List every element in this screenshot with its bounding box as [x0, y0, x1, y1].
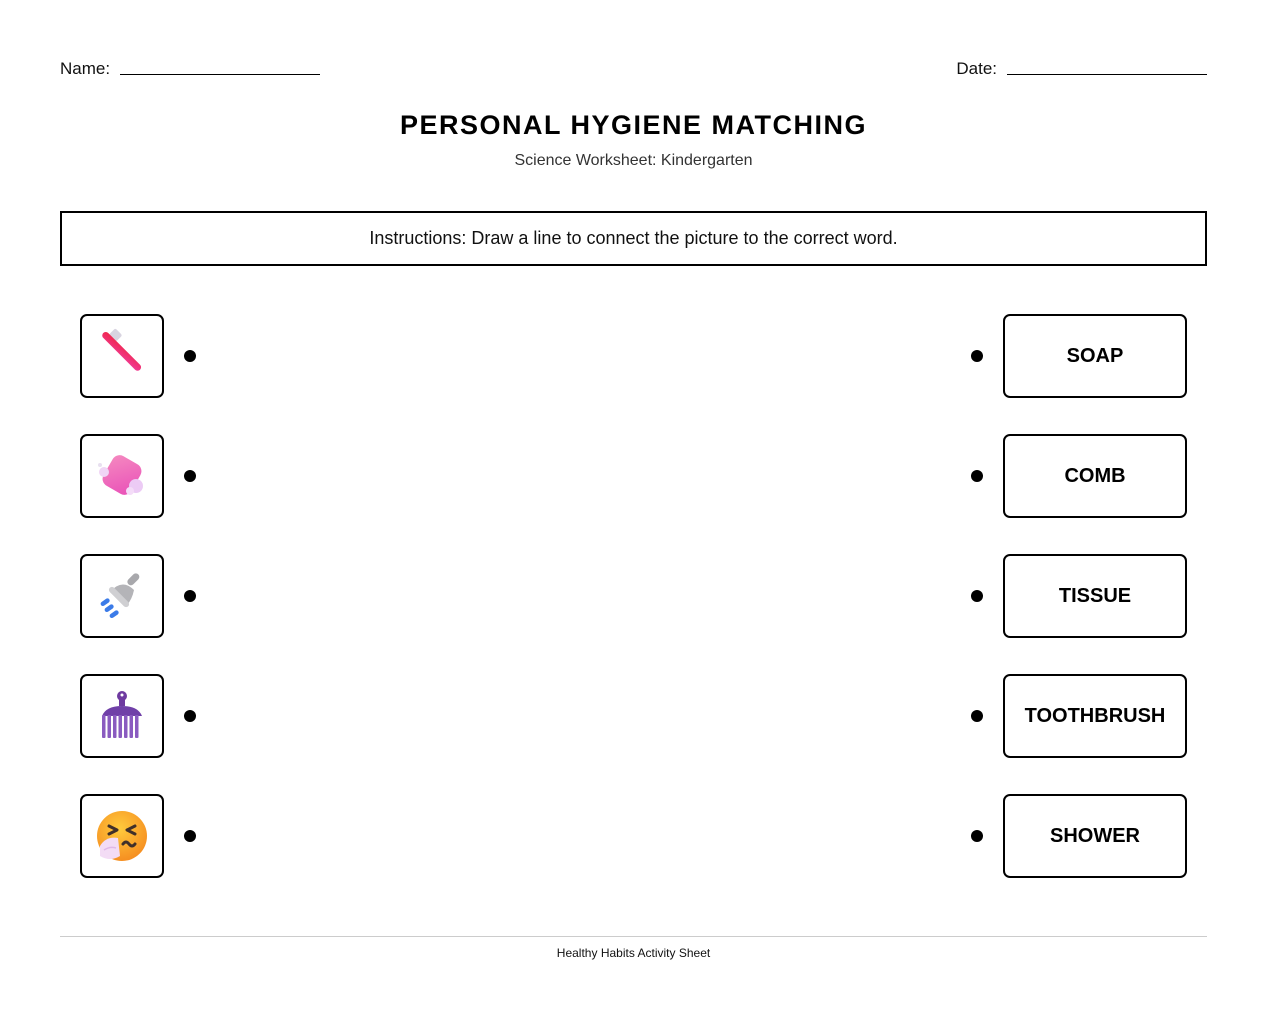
footer-text: Healthy Habits Activity Sheet — [556, 946, 711, 960]
word-label: COMB — [1064, 464, 1126, 487]
footer-divider — [60, 936, 1207, 937]
date-field — [956, 58, 1207, 80]
word-label: TOOTHBRUSH — [1024, 704, 1166, 727]
right-connection-dot[interactable] — [971, 350, 983, 362]
soap-icon — [92, 446, 152, 506]
left-connection-dot[interactable] — [184, 710, 196, 722]
word-box — [1003, 434, 1187, 518]
left-connection-dot[interactable] — [184, 350, 196, 362]
picture-box — [80, 554, 164, 638]
toothbrush-icon — [92, 326, 152, 386]
picture-box — [80, 434, 164, 518]
match-row — [0, 674, 1267, 758]
comb-icon — [92, 686, 152, 746]
match-row — [0, 314, 1267, 398]
word-box — [1003, 674, 1187, 758]
picture-box — [80, 314, 164, 398]
name-field — [60, 58, 320, 80]
match-row — [0, 434, 1267, 518]
left-connection-dot[interactable] — [184, 830, 196, 842]
instructions-box — [60, 211, 1207, 266]
date-label: Date: — [956, 59, 997, 78]
right-connection-dot[interactable] — [971, 710, 983, 722]
right-connection-dot[interactable] — [971, 470, 983, 482]
page-subtitle: Science Worksheet: Kindergarten — [514, 152, 753, 169]
left-connection-dot[interactable] — [184, 470, 196, 482]
word-label: SOAP — [1066, 344, 1124, 367]
word-label: TISSUE — [1058, 584, 1132, 607]
word-box — [1003, 794, 1187, 878]
match-row — [0, 794, 1267, 878]
shower-icon — [92, 566, 152, 626]
picture-box — [80, 674, 164, 758]
word-label: SHOWER — [1050, 824, 1140, 847]
left-connection-dot[interactable] — [184, 590, 196, 602]
date-line[interactable] — [1007, 74, 1207, 75]
page-title: PERSONAL HYGIENE MATCHING — [399, 110, 868, 140]
name-label: Name: — [60, 59, 111, 78]
sneezing-face-tissue-icon — [92, 806, 152, 866]
instructions-text: Instructions: Draw a line to connect the picture to the correct word. — [369, 228, 898, 248]
header-fields — [60, 58, 1207, 82]
picture-box — [80, 794, 164, 878]
right-connection-dot[interactable] — [971, 590, 983, 602]
name-line[interactable] — [120, 74, 320, 75]
word-box — [1003, 314, 1187, 398]
right-connection-dot[interactable] — [971, 830, 983, 842]
match-row — [0, 554, 1267, 638]
word-box — [1003, 554, 1187, 638]
